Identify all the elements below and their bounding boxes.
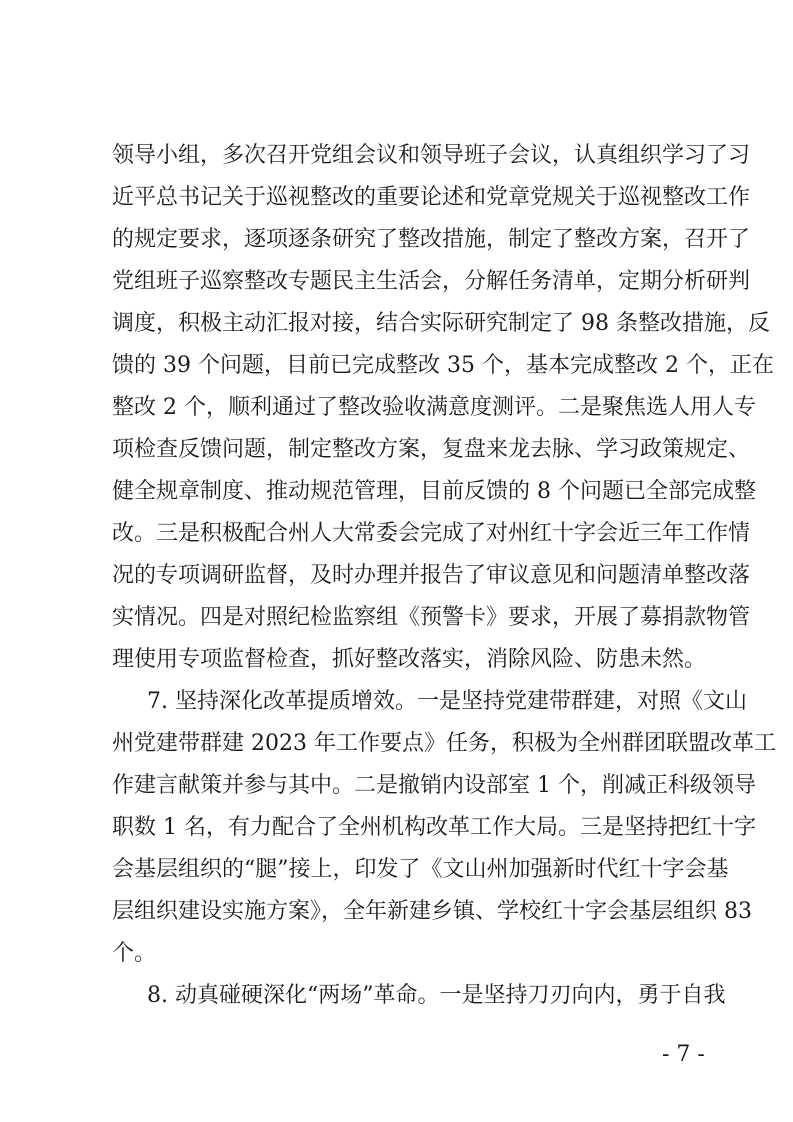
text-line: 州党建带群建 2023 年工作要点》任务，积极为全州群团联盟改革工 — [112, 731, 776, 756]
text-line: 馈的 39 个问题，目前已完成整改 35 个，基本完成整改 2 个，正在 — [112, 353, 774, 378]
text-line: 作建言献策并参与其中。二是撤销内设部室 1 个，削减正科级领导 — [112, 773, 756, 798]
paragraph-heading-8: 8. 动真碰硬深化“两场”革命。一是坚持刀刃向内，勇于自我 — [147, 983, 726, 1008]
text-line: 健全规章制度、推动规范管理，目前反馈的 8 个问题已全部完成整 — [112, 479, 756, 504]
text-line: 领导小组，多次召开党组会议和领导班子会议，认真组织学习了习 — [112, 143, 751, 168]
text-line: 项检查反馈问题，制定整改方案，复盘来龙去脉、学习政策规定、 — [112, 437, 751, 462]
paragraph-heading-7: 7. 坚持深化改革提质增效。一是坚持党建带群建，对照《文山 — [147, 689, 747, 714]
text-line: 个。 — [112, 941, 157, 966]
text-line: 职数 1 名，有力配合了全州机构改革工作大局。三是坚持把红十字 — [112, 815, 756, 840]
text-line: 的规定要求，逐项逐条研究了整改措施，制定了整改方案，召开了 — [112, 227, 751, 252]
text-line: 调度，积极主动汇报对接，结合实际研究制定了 98 条整改措施，反 — [112, 311, 770, 336]
text-line: 层组织建设实施方案》，全年新建乡镇、学校红十字会基层组织 83 — [112, 899, 752, 924]
text-line: 整改 2 个，顺利通过了整改验收满意度测评。二是聚焦选人用人专 — [112, 395, 756, 420]
text-line: 党组班子巡察整改专题民主生活会，分解任务清单，定期分析研判 — [112, 269, 751, 294]
text-line: 近平总书记关于巡视整改的重要论述和党章党规关于巡视整改工作 — [112, 185, 751, 210]
text-line: 理使用专项监督检查，抓好整改落实，消除风险、防患未然。 — [112, 647, 707, 672]
page-number: - 7 - — [662, 1042, 705, 1067]
text-line: 实情况。四是对照纪检监察组《预警卡》要求，开展了募捐款物管 — [112, 605, 751, 630]
text-line: 改。三是积极配合州人大常委会完成了对州红十字会近三年工作情 — [112, 521, 751, 546]
text-line: 会基层组织的“腿”接上，印发了《文山州加强新时代红十字会基 — [112, 857, 729, 882]
text-line: 况的专项调研监督，及时办理并报告了审议意见和问题清单整改落 — [112, 563, 751, 588]
